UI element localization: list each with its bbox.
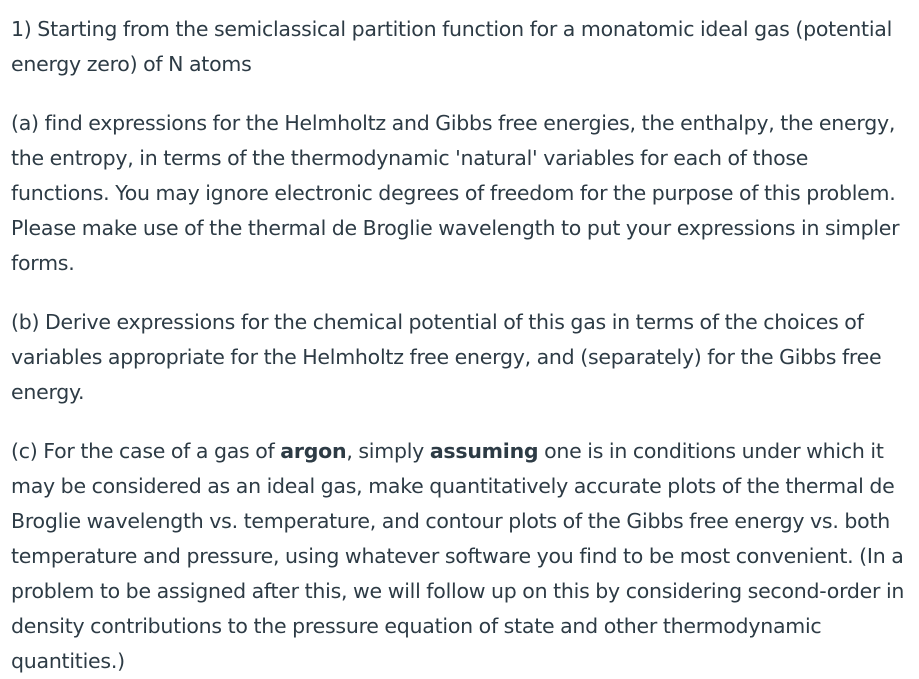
part-c-segment: one is in conditions under which it may be considered as an ideal gas, make quantitatively accurate plots of the thermal de Broglie wavelength vs. temperature, and contour plots of the Gibbs free energy vs. both temperature and pressure, using whatever software you find to be most convenient. (In a problem to be assigned after this, we will follow up on this by considering second-order in density contributions to the pressure equation of state and other thermodynamic quantities.) (11, 439, 905, 673)
part-a-text: (a) find expressions for the Helmholtz and Gibbs free energies, the enthalpy, the energy, the entropy, in terms of the thermodynamic 'natural' variables for each of those functions. You may ignore electronic degrees of freedom for the purpose of this problem. Please make use of the thermal de Broglie wavelength to put your expressions in simpler forms. (11, 111, 900, 275)
problem-intro: 1) Starting from the semiclassical partition function for a monatomic ideal gas (potential energy zero) of N atoms (11, 17, 893, 76)
part-c-segment: , simply (346, 439, 430, 463)
part-c-bold-assuming: assuming (429, 439, 539, 463)
part-b-text: (b) Derive expressions for the chemical potential of this gas in terms of the choices of variables appropriate for the Helmholtz free energy, and (separately) for the Gibbs free energy. (11, 310, 882, 404)
part-c-bold-argon: argon (280, 439, 347, 463)
part-c-text (11, 434, 911, 679)
part-c-segment: (c) For the case of a gas of (11, 439, 281, 463)
